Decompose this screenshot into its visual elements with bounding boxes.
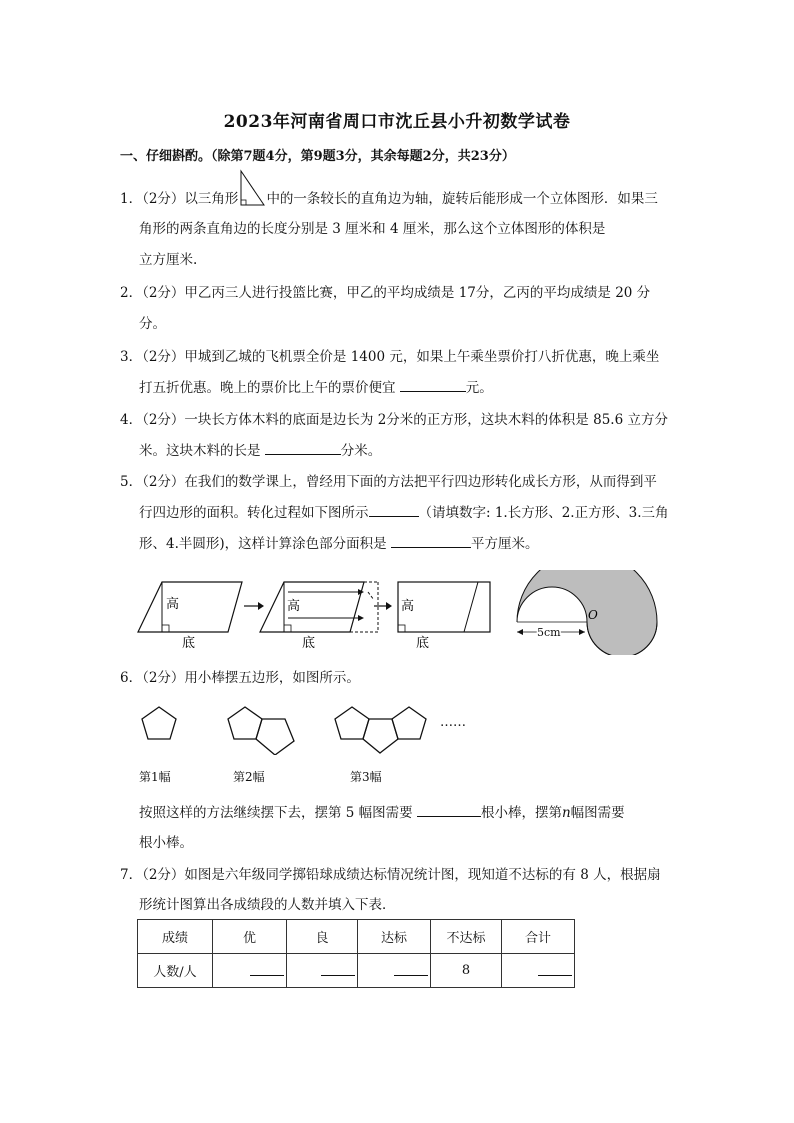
question-6-line-1: 6．（2分）用小棒摆五边形，如图所示。 [120,670,360,686]
question-5-text-a: 行四边形的面积。转化过程如下图所示 [139,505,369,521]
table-header-cell: 不达标 [431,920,502,954]
score-table [137,919,575,988]
parallelogram-shape [138,582,242,632]
pentagon-sticks-figure [130,695,450,755]
pentagon-2b [256,719,294,755]
label-di-1: 底 [182,636,196,651]
question-2-line-2: 分。 [139,316,166,332]
table-header-cell: 达标 [358,920,431,954]
question-1-line-3: 立方厘米. [139,252,198,268]
question-3-line-2 [139,376,493,396]
label-gao-1: 高 [166,597,180,612]
question-4-text-b: 分米。 [340,443,382,459]
table-cell-blank[interactable] [213,954,287,988]
table-cell-fail-count: 8 [431,954,502,988]
table-header-cell: 合计 [502,920,575,954]
parallelogram-transform-figure [130,570,680,655]
question-1-text-b: 中的一条较长的直角边为轴，旋转后能形成一个立体图形．如果三 [266,191,658,207]
table-header-cell: 良 [287,920,358,954]
table-cell-blank[interactable] [287,954,358,988]
question-6-text-a: 按照这样的方法继续摆下去，摆第 5 幅图需要 [139,805,413,821]
question-6-text-b: 根小棒，摆第 [480,805,562,821]
label-di-3: 底 [416,636,430,651]
label-o: O [588,608,598,622]
page-title: 2023年河南省周口市沈丘县小升初数学试卷 [223,112,571,132]
question-5-line-1: 5．（2分）在我们的数学课上，曾经用下面的方法把平行四边形转化成长方形，从而得到平 [120,474,657,490]
question-2-line-1: 2．（2分）甲乙丙三人进行投篮比赛，甲乙的平均成绩是 17分，乙丙的平均成绩是 20 分 [120,285,651,301]
question-5-text-b: （请填数字: 1.长方形、2.正方形、3.三角 [418,505,669,521]
table-row-label: 人数/人 [138,954,213,988]
ellipsis: …… [440,715,466,730]
answer-blank[interactable] [265,442,341,455]
answer-blank[interactable] [391,535,471,548]
question-5-text-c: 形、4.半圆形)，这样计算涂色部分面积是 [139,536,387,552]
question-6-line-3: 根小棒。 [139,835,193,851]
shaded-region [517,570,657,655]
answer-blank[interactable] [369,504,419,517]
table-cell-blank[interactable] [502,954,575,988]
arrow-right-icon [386,602,392,610]
question-4-line-2 [139,439,381,459]
question-7-line-2: 形统计图算出各成绩段的人数并填入下表． [139,897,396,913]
question-1-line-1 [120,187,658,209]
question-1-line-2: 角形的两条直角边的长度分别是 3 厘米和 4 厘米，那么这个立体图形的体积是 [139,221,606,237]
question-3-text-b: 元。 [465,380,493,396]
section-heading: 一、仔细斟酌。（除第7题4分，第9题3分，其余每题2分，共23分） [120,149,515,164]
pentagon-1 [142,707,176,739]
table-row [138,954,575,988]
question-7-line-1: 7．（2分）如图是六年级同学掷铅球成绩达标情况统计图，现知道不达标的有 8 人，根据扇 [120,867,661,883]
question-4-text-a: 米。这块木料的长是 [139,443,261,459]
question-3-line-1: 3．（2分）甲城到乙城的飞机票全价是 1400 元，如果上午乘坐票价打八折优惠，晚上乘坐 [120,349,660,365]
label-5cm: 5cm [537,626,561,639]
table-header-row [138,920,575,954]
question-6-text-c: 幅图需要 [570,805,625,821]
label-gao-3: 高 [401,599,415,614]
table-header-cell: 成绩 [138,920,213,954]
arrow-right-icon [258,602,264,610]
question-1-text-a: 1．（2分）以三角形 [120,191,239,207]
question-6-line-2 [139,801,625,821]
question-4-line-1: 4．（2分）一块长方体木料的底面是边长为 2分米的正方形，这块木料的体积是 85.6 立方分 [120,412,668,428]
caption-1: 第1幅 [139,770,171,784]
question-5-line-3 [139,532,538,552]
label-di-2: 底 [302,636,316,651]
answer-blank[interactable] [417,804,481,817]
pentagon-3b [363,719,398,753]
caption-3: 第3幅 [350,770,382,784]
question-3-text-a: 打五折优惠。晚上的票价比上午的票价便宜 [139,380,396,396]
question-5-text-d: 平方厘米。 [470,536,539,552]
answer-blank[interactable] [400,379,466,392]
variable-n: n [561,805,571,821]
table-header-cell: 优 [213,920,287,954]
question-5-line-2 [139,501,668,521]
label-gao-2: 高 [287,599,301,614]
pentagon-3c [392,707,426,739]
right-triangle-figure [238,169,266,209]
table-cell-blank[interactable] [358,954,431,988]
caption-2: 第2幅 [233,770,265,784]
